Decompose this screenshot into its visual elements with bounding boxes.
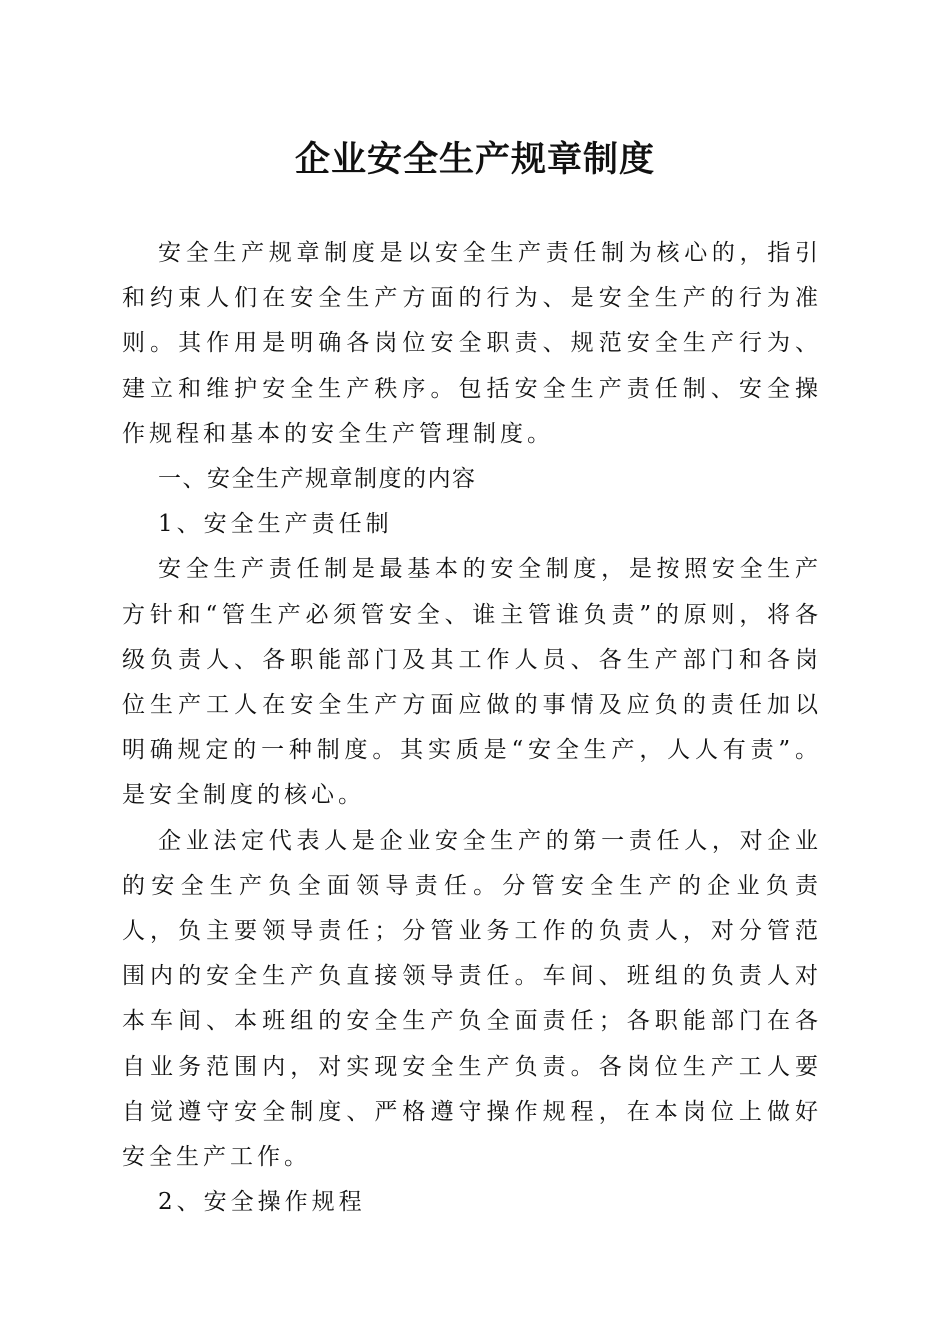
responsibility-paragraph-1: 安全生产责任制是最基本的安全制度，是按照安全生产方针和“管生产必须管安全、谁主管谁负责”的原则，将各级负责人、各职能部门及其工作人员、各生产部门和各岗位生产工人在安全生产方面应做的事情及应负的责任加以明确规定的一种制度。其实质是“安全生产，人人有责”。是安全制度的核心。 bbox=[122, 556, 822, 809]
document-title: 企业安全生产规章制度 bbox=[294, 139, 655, 180]
section-heading: 一、安全生产规章制度的内容 bbox=[158, 466, 477, 493]
responsibility-paragraph-2: 企业法定代表人是企业安全生产的第一责任人，对企业的安全生产负全面领导责任。分管安全生产的企业负责人，负主要领导责任；分管业务工作的负责人，对分管范围内的安全生产负直接领导责任。车间、班组的负责人对本车间、本班组的安全生产负全面责任；各职能部门在各自业务范围内，对实现安全生产负责。各岗位生产工人要自觉遵守安全制度、严格遵守操作规程，在本岗位上做好安全生产工作。 bbox=[122, 827, 822, 1171]
subsection-heading-1: 1、安全生产责任制 bbox=[158, 511, 393, 538]
document-body bbox=[122, 231, 822, 1225]
intro-paragraph: 安全生产规章制度是以安全生产责任制为核心的，指引和约束人们在安全生产方面的行为、是安全生产的行为准则。其作用是明确各岗位安全职责、规范安全生产行为、建立和维护安全生产秩序。包括安全生产责任制、安全操作规程和基本的安全生产管理制度。 bbox=[122, 240, 822, 447]
subsection-heading-2: 2、安全操作规程 bbox=[158, 1189, 366, 1216]
